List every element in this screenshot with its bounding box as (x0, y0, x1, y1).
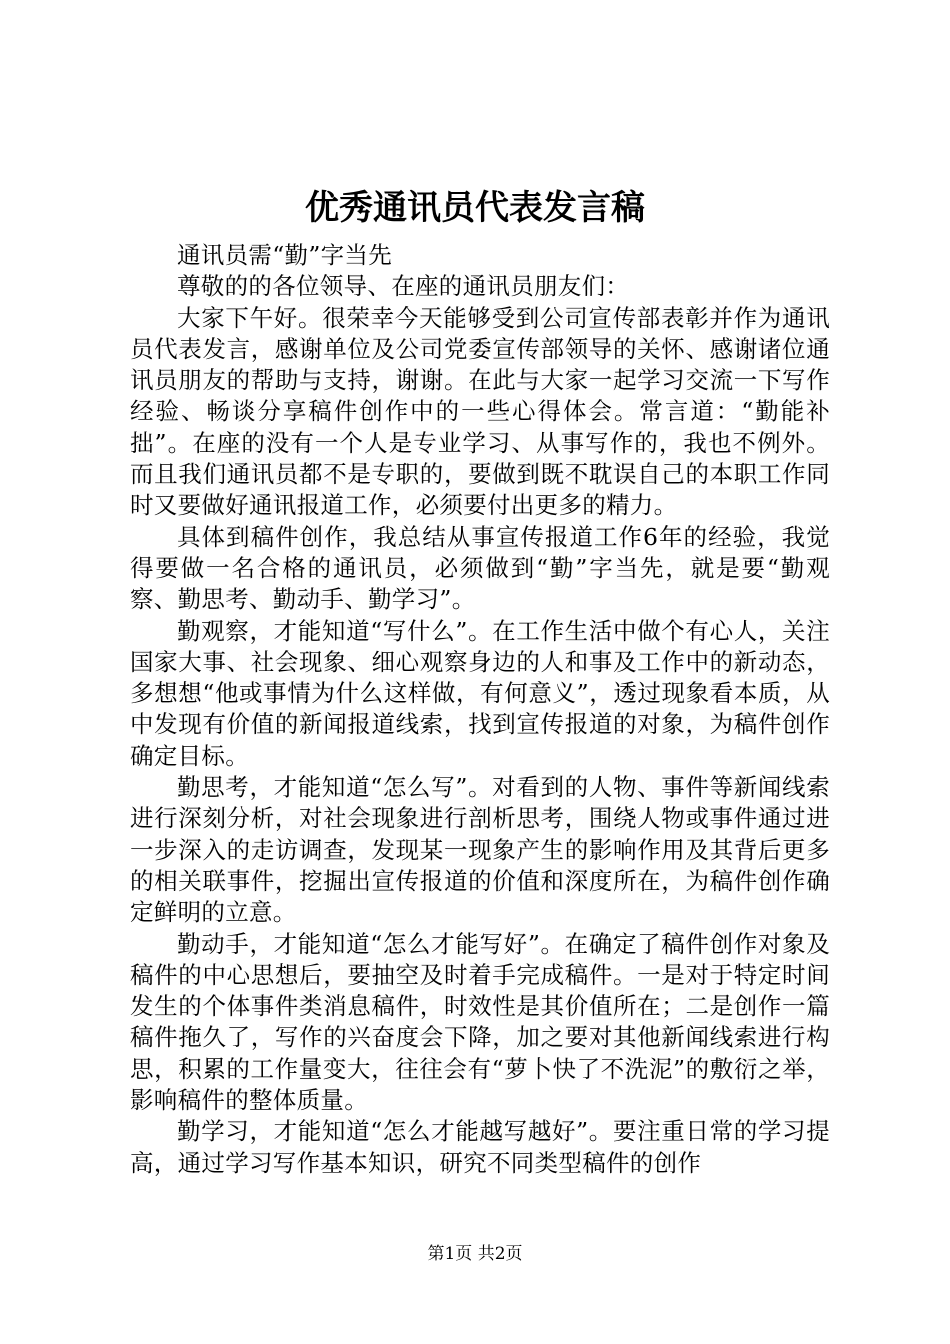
page-footer: 第1页 共2页 (427, 1244, 523, 1264)
document-title: 优秀通讯员代表发言稿 (305, 188, 645, 228)
document-body (130, 240, 830, 1179)
paragraph-think: 勤思考，才能知道“怎么写”。对看到的人物、事件等新闻线索进行深刻分析，对社会现象进行剖析思考，围绕人物或事件通过进一步深入的走访调查，发现某一现象产生的影响作用及其背后更多的相关联事件，挖掘出宣传报道的价值和深度所在，为稿件创作确定鲜明的立意。 (130, 773, 830, 927)
paragraph-study: 勤学习，才能知道“怎么才能越写越好”。要注重日常的学习提高，通过学习写作基本知识，研究不同类型稿件的创作 (130, 1117, 830, 1177)
paragraph-subtitle: 通讯员需“勤”字当先 (177, 241, 393, 269)
paragraph-observe: 勤观察，才能知道“写什么”。在工作生活中做个有心人，关注国家大事、社会现象、细心观察身边的人和事及工作中的新动态，多想想“他或事情为什么这样做，有何意义”，透过现象看本质，从中发现有价值的新闻报道线索，找到宣传报道的对象，为稿件创作确定目标。 (130, 616, 830, 770)
paragraph-write: 勤动手，才能知道“怎么才能写好”。在确定了稿件创作对象及稿件的中心思想后，要抽空及时着手完成稿件。一是对于特定时间发生的个体事件类消息稿件，时效性是其价值所在；二是创作一篇稿件拖久了，写作的兴奋度会下降，加之要对其他新闻线索进行构思，积累的工作量变大，往往会有“萝卜快了不洗泥”的敷衍之举，影响稿件的整体质量。 (130, 929, 830, 1115)
paragraph-summary: 具体到稿件创作，我总结从事宣传报道工作6年的经验，我觉得要做一名合格的通讯员，必须做到“勤”字当先，就是要“勤观察、勤思考、勤动手、勤学习”。 (130, 522, 830, 614)
paragraph-salutation: 尊敬的的各位领导、在座的通讯员朋友们： (177, 272, 630, 301)
paragraph-greeting: 大家下午好。很荣幸今天能够受到公司宣传部表彰并作为通讯员代表发言，感谢单位及公司党委宣传部领导的关怀、感谢诸位通讯员朋友的帮助与支持，谢谢。在此与大家一起学习交流一下写作经验、畅谈分享稿件创作中的一些心得体会。常言道：“勤能补拙”。在座的没有一个人是专业学习、从事写作的，我也不例外。而且我们通讯员都不是专职的，要做到既不耽误自己的本职工作同时又要做好通讯报道工作，必须要付出更多的精力。 (130, 303, 830, 520)
